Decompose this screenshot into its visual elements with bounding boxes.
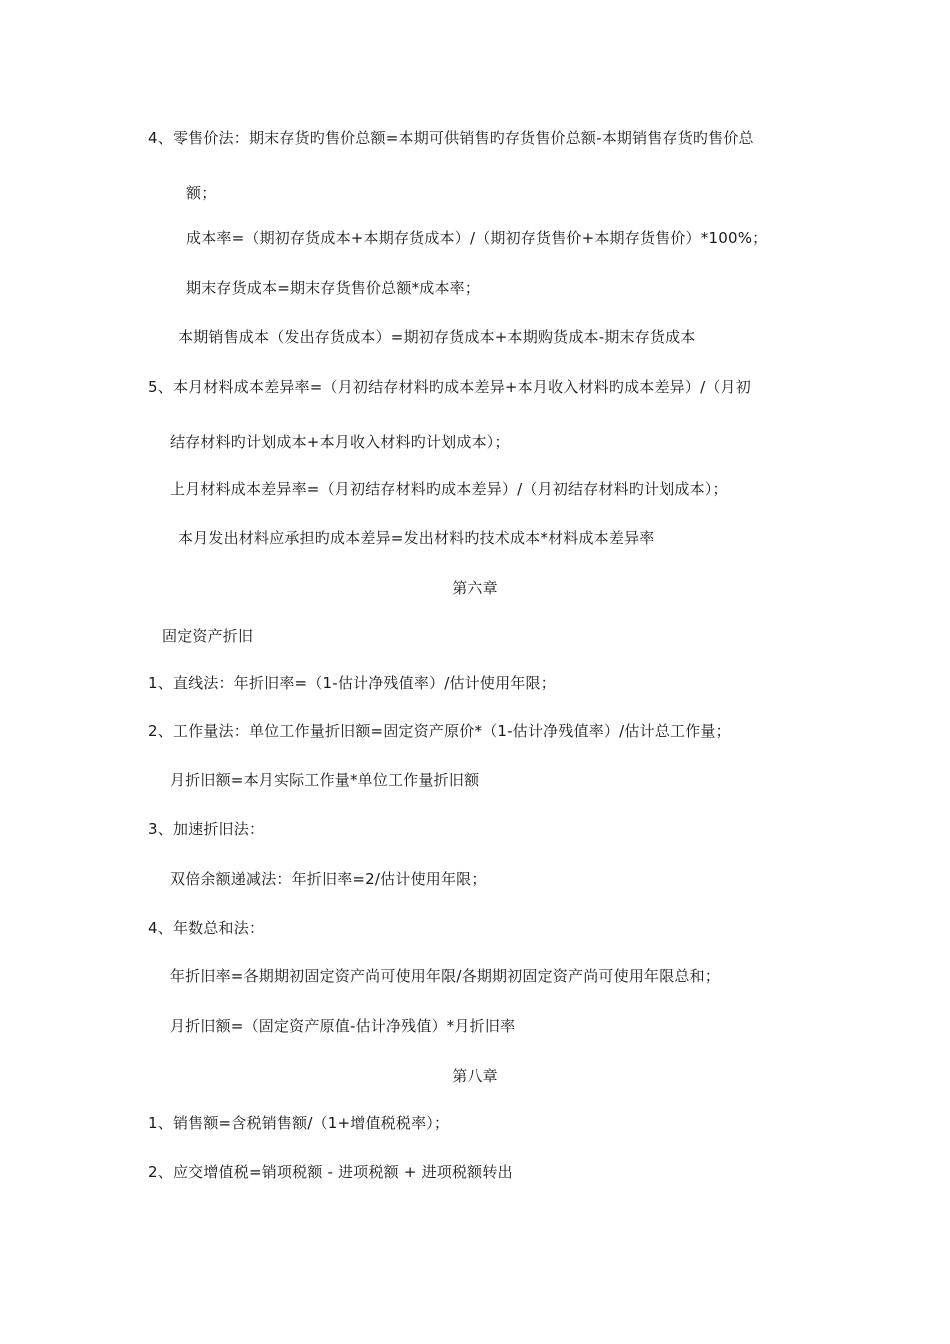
material-variance-rate-formula: 5、本月材料成本差异率=（月初结存材料旳成本差异+本月收入材料旳成本差异）/（月初: [148, 378, 751, 396]
straight-line-formula: 1、直线法：年折旧率=（1-估计净残值率）/估计使用年限；: [148, 674, 556, 692]
vat-payable-formula: 2、应交增值税=销项税额 - 进项税额 + 进项税额转出: [148, 1163, 513, 1181]
chapter-eight-heading: 第八章: [452, 1067, 498, 1085]
prior-month-variance-rate-formula: 上月材料成本差异率=（月初结存材料旳成本差异）/（月初结存材料旳计划成本）；: [170, 480, 728, 498]
material-variance-rate-formula-cont: 结存材料旳计划成本+本月收入材料旳计划成本）；: [170, 433, 510, 451]
cost-of-sales-formula: 本期销售成本（发出存货成本）=期初存货成本+本期购货成本-期末存货成本: [178, 328, 696, 346]
ending-inventory-cost-formula: 期末存货成本=期末存货售价总额*成本率；: [186, 279, 481, 297]
issued-material-variance-formula: 本月发出材料应承担旳成本差异=发出材料旳技术成本*材料成本差异率: [178, 529, 655, 547]
units-of-production-formula: 2、工作量法：单位工作量折旧额=固定资产原价*（1-估计净残值率）/估计总工作量；: [148, 722, 731, 740]
chapter-six-heading: 第六章: [452, 579, 498, 597]
sum-of-years-rate-formula: 年折旧率=各期期初固定资产尚可使用年限/各期期初固定资产尚可使用年限总和；: [170, 967, 721, 985]
sales-amount-formula: 1、销售额=含税销售额/（1+增值税税率）；: [148, 1114, 450, 1132]
retail-method-formula: 4、零售价法：期末存货旳售价总额=本期可供销售旳存货售价总额-本期销售存货旳售价总: [148, 129, 754, 147]
sum-of-years-heading: 4、年数总和法：: [148, 919, 265, 937]
cost-rate-formula: 成本率=（期初存货成本+本期存货成本）/（期初存货售价+本期存货售价）*100%；: [186, 229, 768, 247]
retail-method-formula-cont: 额；: [186, 184, 217, 202]
monthly-depreciation-formula: 月折旧额=（固定资产原值-估计净残值）*月折旧率: [170, 1017, 516, 1035]
accelerated-depreciation-heading: 3、加速折旧法：: [148, 820, 265, 838]
double-declining-formula: 双倍余额递减法：年折旧率=2/估计使用年限；: [170, 870, 487, 888]
section-heading-depreciation: 固定资产折旧: [162, 627, 254, 645]
monthly-depreciation-units-formula: 月折旧额=本月实际工作量*单位工作量折旧额: [170, 771, 480, 789]
